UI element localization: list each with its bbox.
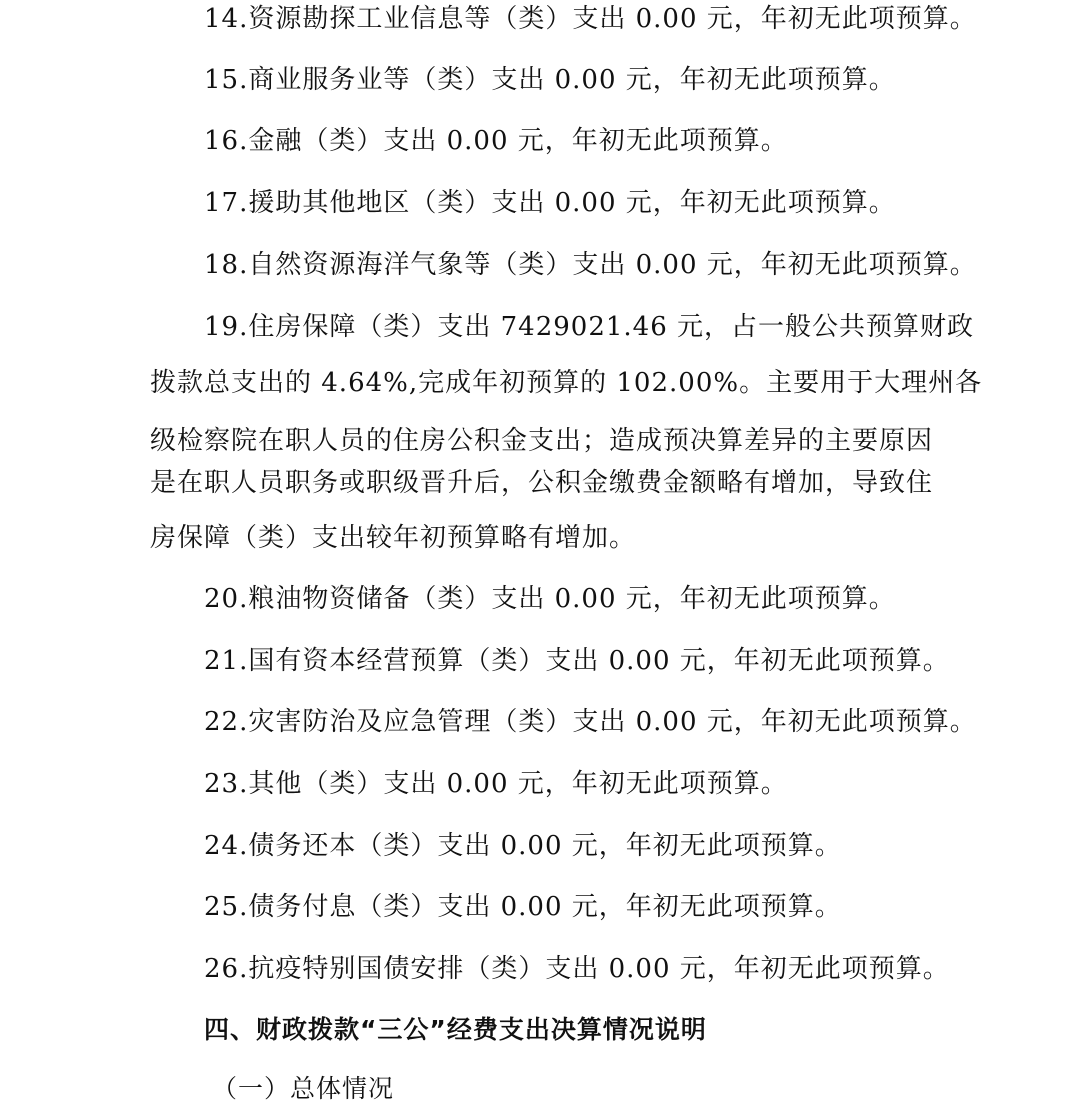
item-21: 21.国有资本经营预算（类）支出 0.00 元，年初无此项预算。 <box>204 646 950 676</box>
item-20: 20.粮油物资储备（类）支出 0.00 元，年初无此项预算。 <box>204 584 896 614</box>
item-15: 15.商业服务业等（类）支出 0.00 元，年初无此项预算。 <box>204 65 896 95</box>
item-17: 17.援助其他地区（类）支出 0.00 元，年初无此项预算。 <box>204 188 896 218</box>
item-25: 25.债务付息（类）支出 0.00 元，年初无此项预算。 <box>204 892 842 922</box>
item-18: 18.自然资源海洋气象等（类）支出 0.00 元，年初无此项预算。 <box>204 250 977 280</box>
item-14: 14.资源勘探工业信息等（类）支出 0.00 元，年初无此项预算。 <box>204 4 977 34</box>
item-24: 24.债务还本（类）支出 0.00 元，年初无此项预算。 <box>204 831 842 861</box>
item-19-line-5: 房保障（类）支出较年初预算略有增加。 <box>150 523 637 553</box>
item-19-line-1: 19.住房保障（类）支出 7429021.46 元，占一般公共预算财政 <box>204 312 975 342</box>
item-19-line-3: 级检察院在职人员的住房公积金支出；造成预决算差异的主要原因 <box>150 426 934 456</box>
item-19-line-2: 拨款总支出的 4.64%,完成年初预算的 102.00%。主要用于大理州各 <box>150 368 983 398</box>
subsection-heading: （一）总体情况 <box>212 1074 395 1103</box>
item-23: 23.其他（类）支出 0.00 元，年初无此项预算。 <box>204 769 788 799</box>
item-26: 26.抗疫特别国债安排（类）支出 0.00 元，年初无此项预算。 <box>204 954 950 984</box>
item-22: 22.灾害防治及应急管理（类）支出 0.00 元，年初无此项预算。 <box>204 707 977 737</box>
section-heading: 四、财政拨款“三公”经费支出决算情况说明 <box>204 1015 707 1044</box>
item-19-line-4: 是在职人员职务或职级晋升后，公积金缴费金额略有增加，导致住 <box>150 468 934 498</box>
item-16: 16.金融（类）支出 0.00 元，年初无此项预算。 <box>204 126 788 156</box>
